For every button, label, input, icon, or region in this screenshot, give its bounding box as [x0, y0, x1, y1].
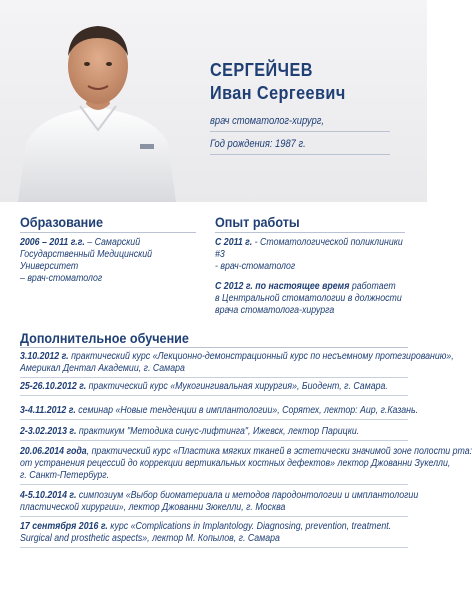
course-line-1: симпозиум «Выбор биоматериала и методов пародонтологии и имплантологии [76, 490, 419, 501]
given-name: Иван Сергеевич [210, 83, 346, 103]
course-line-1: практический курс «Лекционно-демонстрационный курс по несъемному протезированию», [68, 351, 454, 362]
birth-year-text: Год рождения: 1987 г. [210, 138, 306, 150]
training-heading-rule [20, 347, 408, 348]
course-rule [20, 440, 408, 441]
course-line-1: курс «Complications in Implantology. Diagnosing, prevention, treatment. [107, 521, 392, 532]
education-line-2: Государственный Медицинский Университет [20, 249, 153, 272]
course-date: 3-4.11.2012 г. [20, 405, 76, 416]
position-text: врач стоматолог-хирург, [210, 115, 324, 127]
education-line-1: – Самарский [84, 237, 141, 248]
position-underline [210, 131, 390, 132]
experience-heading-rule [215, 232, 405, 233]
course-line-1: , практический курс «Пластика мягких тканей в эстетически значимой зоне полости рта: [86, 446, 472, 457]
experience-item2-line-3: врача стоматолога-хирурга [215, 305, 335, 316]
course-date: 3.10.2012 г. [20, 351, 69, 362]
education-text [20, 237, 196, 285]
course-item [20, 351, 454, 375]
doctor-photo [8, 8, 192, 202]
course-rule [20, 547, 408, 548]
course-line-2: Америкал Дентал Академии, г. Самара [20, 363, 185, 374]
course-line-2: пластической хирургии», лектор Джованни Зюкелли, г. Москва [20, 502, 286, 513]
course-item [20, 490, 419, 514]
course-rule [20, 419, 408, 420]
experience-item2-line-2: в Центральной стоматологии в должности [215, 293, 402, 304]
experience-item1-line-1: - Стоматологической поликлиники #3 [215, 237, 403, 260]
experience-item2-date: С 2012 г. по настоящее время [215, 281, 350, 292]
experience-item1-date: С 2011 г. [215, 237, 253, 248]
name-block [210, 60, 420, 155]
surname: СЕРГЕЙЧЕВ [210, 60, 313, 80]
course-item [20, 521, 416, 545]
course-rule [20, 377, 408, 378]
course-date: 4-5.10.2014 г. [20, 490, 77, 501]
course-item [20, 446, 472, 482]
course-item [20, 405, 419, 417]
course-date: 17 сентября 2016 г. [20, 521, 108, 532]
course-line-1: практический курс «Мукогингивальная хирургия», Биодент, г. Самара. [86, 381, 388, 392]
course-date: 20.06.2014 года [20, 446, 87, 457]
education-period: 2006 – 2011 г.г. [20, 237, 85, 248]
course-line-2: от устранения рецессий до коррекции вертикальных костных дефектов» лектор Джованни Зукелли, [20, 458, 451, 469]
course-rule [20, 484, 408, 485]
course-rule [20, 395, 408, 396]
training-heading: Дополнительное обучение [20, 330, 189, 346]
experience-text [215, 237, 404, 317]
course-rule [20, 516, 408, 517]
education-heading: Образование [20, 214, 104, 230]
course-date: 25-26.10.2012 г. [20, 381, 87, 392]
course-line-2: Surgical and prosthetic aspects», лектор М. Копылов, г. Самара [20, 533, 280, 544]
course-line-1: практикум "Методика синус-лифтинга", Ижевск, лектор Парицки. [76, 426, 360, 437]
course-line-1: семинар «Новые тенденции в имплантологии», Сорятех, лектор: Аир, г.Казань. [75, 405, 419, 416]
education-heading-rule [20, 232, 196, 233]
experience-heading: Опыт работы [215, 214, 300, 230]
course-item [20, 381, 416, 393]
course-date: 2-3.02.2013 г. [20, 426, 77, 437]
experience-item1-line-2: - врач-стоматолог [215, 261, 296, 272]
course-item [20, 426, 416, 438]
course-line-3: г. Санкт-Петербург. [20, 470, 110, 481]
education-line-3: – врач-стоматолог [20, 273, 103, 284]
experience-item2-line-1: работает [349, 281, 396, 292]
birth-year-underline [210, 154, 390, 155]
